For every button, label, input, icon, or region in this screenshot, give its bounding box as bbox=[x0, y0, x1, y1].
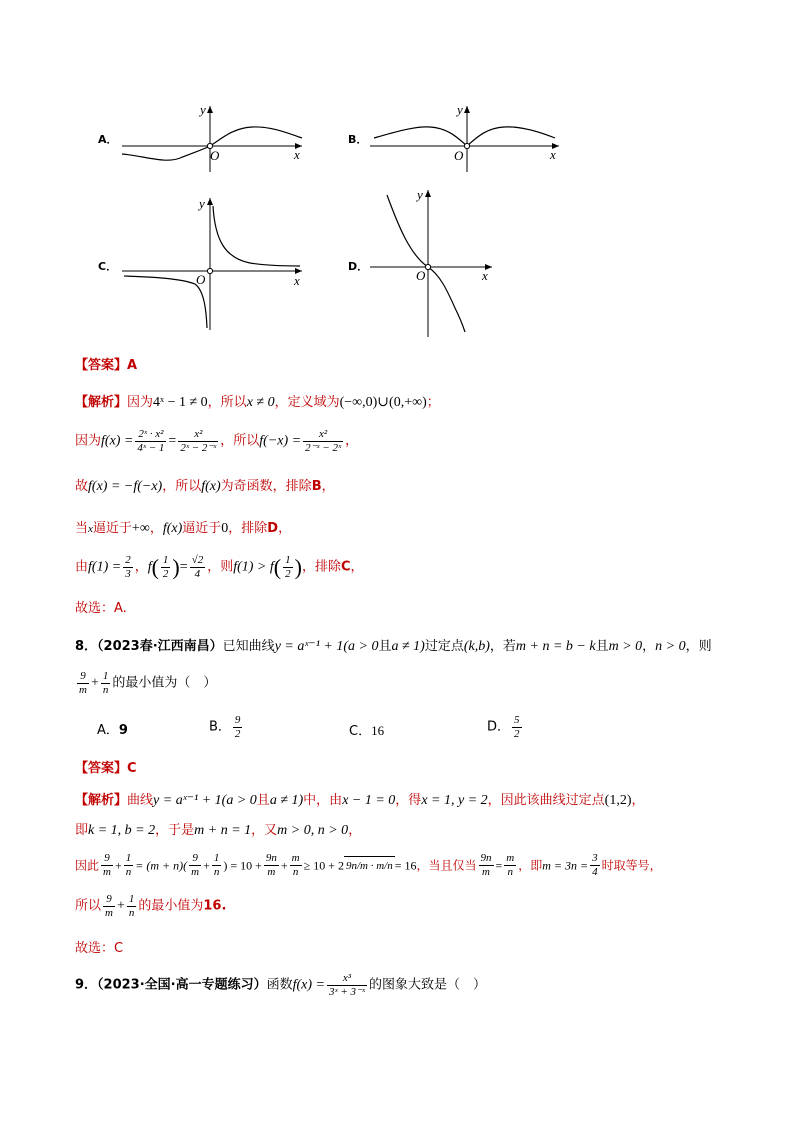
fraction: $\frac{\text{2ˣ · x²}}{\text{4ˣ − 1}}$ bbox=[137, 428, 165, 454]
math: = 16 bbox=[394, 858, 417, 873]
math: f(x) bbox=[201, 479, 221, 494]
math: x = 1, y = 2 bbox=[421, 793, 488, 808]
graph-c bbox=[98, 196, 302, 330]
text: 故 bbox=[75, 479, 89, 494]
text: ，当且仅当 bbox=[416, 858, 477, 873]
graph-d-label: D． bbox=[348, 260, 369, 273]
fraction: $\frac{1}{2}$ bbox=[162, 554, 169, 580]
question-number: 8．（2023春·江西南昌） bbox=[75, 639, 223, 654]
option-c[interactable]: C．16 bbox=[349, 723, 385, 739]
analysis-tag: 【解析】 bbox=[75, 395, 128, 410]
graph-b-y: y bbox=[457, 102, 463, 117]
math: a ≠ 1) bbox=[269, 793, 304, 808]
text: 的图象大致是（ ） bbox=[368, 977, 486, 993]
q8-answer bbox=[75, 760, 137, 778]
graph-b-curve bbox=[374, 127, 555, 146]
math: x bbox=[88, 523, 93, 535]
graph-c-y: y bbox=[199, 196, 205, 211]
text: ， bbox=[134, 559, 148, 575]
graph-a-label: A． bbox=[98, 133, 118, 146]
fraction: $\frac{1}{n}$ bbox=[102, 670, 109, 696]
fraction: $\frac{1}{2}$ bbox=[285, 554, 291, 580]
math: f(1) > f bbox=[233, 559, 274, 575]
text: 16. bbox=[203, 898, 227, 914]
math: = (m + n)( bbox=[135, 858, 188, 873]
text: 时取等号， bbox=[601, 858, 662, 873]
q8-choose: 故选：C bbox=[75, 941, 124, 956]
text: 逼近于 bbox=[92, 521, 132, 536]
math: f(−x) = bbox=[259, 433, 302, 449]
text: 且 bbox=[256, 793, 270, 808]
text: ，所以 bbox=[207, 395, 247, 410]
text: 且 bbox=[378, 639, 392, 654]
analysis-tag: 【解析】 bbox=[75, 793, 128, 808]
text: ， bbox=[631, 793, 645, 808]
text: 函数 bbox=[266, 977, 293, 993]
math: f bbox=[147, 559, 152, 575]
fraction: $\frac{\text{x³}}{\text{3ˣ + 3⁻ˣ}}$ bbox=[329, 972, 365, 998]
sqrt: 9n/m · m/n bbox=[344, 856, 395, 875]
text: ， bbox=[149, 521, 163, 536]
math: f(x) = bbox=[292, 977, 325, 993]
q7-analysis-line2 bbox=[75, 428, 358, 455]
math: y = aˣ⁻¹ + 1(a > 0 bbox=[153, 793, 257, 808]
text: ， bbox=[321, 479, 335, 494]
text: 的最小值为 bbox=[138, 898, 204, 914]
math: m + n = b − k bbox=[515, 639, 596, 654]
text: ，则 bbox=[685, 639, 712, 654]
text: 逼近于 bbox=[182, 521, 222, 536]
answer-value: A bbox=[127, 358, 138, 373]
math: m + n = 1 bbox=[194, 823, 252, 838]
text: 即 bbox=[75, 823, 89, 838]
text: 过定点 bbox=[424, 639, 464, 654]
math: 4ˣ − 1 ≠ 0 bbox=[153, 395, 208, 410]
fraction: $\frac{\text{x²}}{\text{2ˣ − 2⁻ˣ}}$ bbox=[180, 428, 217, 454]
math: ≥ 10 + 2 bbox=[303, 858, 344, 873]
math: n > 0 bbox=[655, 639, 686, 654]
math: (1,2) bbox=[604, 793, 632, 808]
text: ，得 bbox=[395, 793, 422, 808]
text: D bbox=[267, 521, 279, 536]
text: 曲线 bbox=[127, 793, 154, 808]
math: = bbox=[179, 559, 188, 575]
text: ，排除 bbox=[228, 521, 268, 536]
graph-d bbox=[348, 187, 492, 337]
math: f(1) = bbox=[88, 559, 122, 575]
math: (−∞,0)∪(0,+∞) bbox=[339, 395, 427, 410]
q8-stem-line1 bbox=[75, 638, 712, 656]
math: f(x) bbox=[162, 521, 183, 536]
graph-options bbox=[0, 0, 794, 350]
math: f(x) = −f(−x) bbox=[88, 479, 163, 494]
q7-analysis-line5: 由f(1) = $\frac{2}{3}$ ，f( $\frac{1}{2}$ )= $\frac{√2}{4}$ ，则f(1) > f( $\frac{1}{2}$ )，排除C， bbox=[75, 554, 364, 580]
math: a ≠ 1) bbox=[391, 639, 425, 654]
math: x − 1 = 0 bbox=[342, 793, 396, 808]
answer-tag: 【答案】 bbox=[75, 358, 128, 373]
fraction: $\frac{√2}{4}$ bbox=[191, 554, 204, 580]
q8-stem-line2 bbox=[75, 670, 216, 697]
q7-answer bbox=[75, 357, 137, 375]
graph-c-curve-right bbox=[213, 206, 300, 266]
math: x ≠ 0 bbox=[246, 395, 275, 410]
text: 且 bbox=[595, 639, 609, 654]
q8-analysis-line2 bbox=[75, 822, 361, 840]
text: 为奇函数，排除 bbox=[220, 479, 312, 494]
math: ) = 10 + bbox=[223, 858, 262, 873]
math: y = aˣ⁻¹ + 1(a > 0 bbox=[274, 639, 379, 654]
text: 当 bbox=[75, 521, 89, 536]
option-d[interactable]: D． $\frac{5}{2}$ bbox=[487, 714, 520, 740]
text: ，若 bbox=[489, 639, 516, 654]
q7-analysis-line1 bbox=[75, 394, 440, 412]
option-b[interactable]: B． $\frac{9}{2}$ bbox=[209, 714, 241, 740]
graph-b-label: B． bbox=[348, 133, 368, 146]
graph-d-y: y bbox=[417, 187, 423, 202]
graph-a-o: O bbox=[210, 148, 220, 163]
text: ，定义域为 bbox=[274, 395, 340, 410]
math: (k,b) bbox=[463, 639, 490, 654]
text: ， bbox=[642, 639, 656, 654]
q7-choose: 故选：A. bbox=[75, 601, 127, 616]
math: m > 0 bbox=[608, 639, 643, 654]
graph-c-curve-left bbox=[124, 276, 207, 328]
text: 因为 bbox=[127, 395, 154, 410]
graph-c-label: C． bbox=[98, 260, 118, 273]
answer-value: C bbox=[127, 761, 137, 776]
math: +∞ bbox=[131, 521, 150, 536]
text: ，所以 bbox=[162, 479, 202, 494]
question-number: 9．（2023·全国·高一专题练习） bbox=[75, 977, 267, 993]
q7-analysis-line4 bbox=[75, 520, 291, 538]
text: ； bbox=[426, 395, 440, 410]
graph-a-y: y bbox=[200, 102, 206, 117]
text: 已知曲线 bbox=[222, 639, 275, 654]
graph-b-x: x bbox=[550, 147, 556, 162]
text: ， bbox=[348, 823, 362, 838]
text: ，因此该曲线过定点 bbox=[487, 793, 605, 808]
graph-c-o: O bbox=[196, 272, 206, 287]
text: 因为 bbox=[75, 433, 102, 449]
graph-a-x: x bbox=[294, 147, 300, 162]
fraction: $\frac{9}{m}$ bbox=[79, 670, 87, 696]
q7-analysis-line3 bbox=[75, 478, 335, 496]
math: f(x) = bbox=[101, 433, 134, 449]
math: 0 bbox=[221, 521, 229, 536]
text: ，又 bbox=[251, 823, 278, 838]
text: 的最小值为（ ） bbox=[112, 675, 217, 691]
q8-analysis-line1 bbox=[75, 792, 645, 810]
text: ，即 bbox=[518, 858, 543, 873]
text: ，于是 bbox=[155, 823, 195, 838]
text: ， bbox=[345, 433, 359, 449]
q8-analysis-line4: 所以 $\frac{9}{m}$ + $\frac{1}{n}$ 的最小值为16. bbox=[75, 893, 227, 919]
graph-d-o: O bbox=[416, 268, 426, 283]
option-a[interactable]: A．9 bbox=[97, 723, 128, 738]
fraction: $\frac{2}{3}$ bbox=[125, 554, 131, 580]
text: 因此 bbox=[75, 858, 100, 873]
text: ，则 bbox=[207, 559, 234, 575]
text: ，所以 bbox=[220, 433, 260, 449]
answer-tag: 【答案】 bbox=[75, 761, 128, 776]
math: + bbox=[90, 675, 99, 691]
math: k = 1, b = 2 bbox=[88, 823, 156, 838]
text: 所以 bbox=[75, 898, 102, 914]
graph-b bbox=[348, 102, 559, 172]
graph-c-x: x bbox=[294, 273, 300, 288]
math: m = 3n = bbox=[542, 858, 589, 873]
text: ， bbox=[278, 521, 292, 536]
math: = bbox=[168, 433, 177, 449]
graph-d-curve bbox=[387, 195, 465, 332]
graph-d-x: x bbox=[482, 268, 488, 283]
text: ，排除 bbox=[301, 559, 341, 575]
text: 中，由 bbox=[303, 793, 343, 808]
q9-stem bbox=[75, 972, 486, 999]
graph-b-o: O bbox=[454, 148, 464, 163]
q8-analysis-line3: 因此 $\frac{9}{m}$ + $\frac{1}{n}$ = (m + n)( $\frac{9}{m}$ + $\frac{1}{n}$ ) = 10 + $\frac{9n}{m}$ + $\frac{m}{n}$ ≥ 10 + 2 9n/m · m/n = 16，当且仅当 $\frac{9n}{m}$ = $\frac{m}{n}$ ，即m = 3n = $\frac{3}{4}$ 时取等号， bbox=[75, 852, 662, 878]
text: ， bbox=[350, 559, 364, 575]
math: m > 0, n > 0 bbox=[277, 823, 349, 838]
text: 由 bbox=[75, 559, 89, 575]
fraction: $\frac{\text{x²}}{\text{2⁻ˣ − 2ˣ}}$ bbox=[305, 428, 342, 454]
text: B bbox=[311, 479, 322, 494]
text: C bbox=[340, 559, 351, 575]
graph-a bbox=[98, 102, 302, 172]
